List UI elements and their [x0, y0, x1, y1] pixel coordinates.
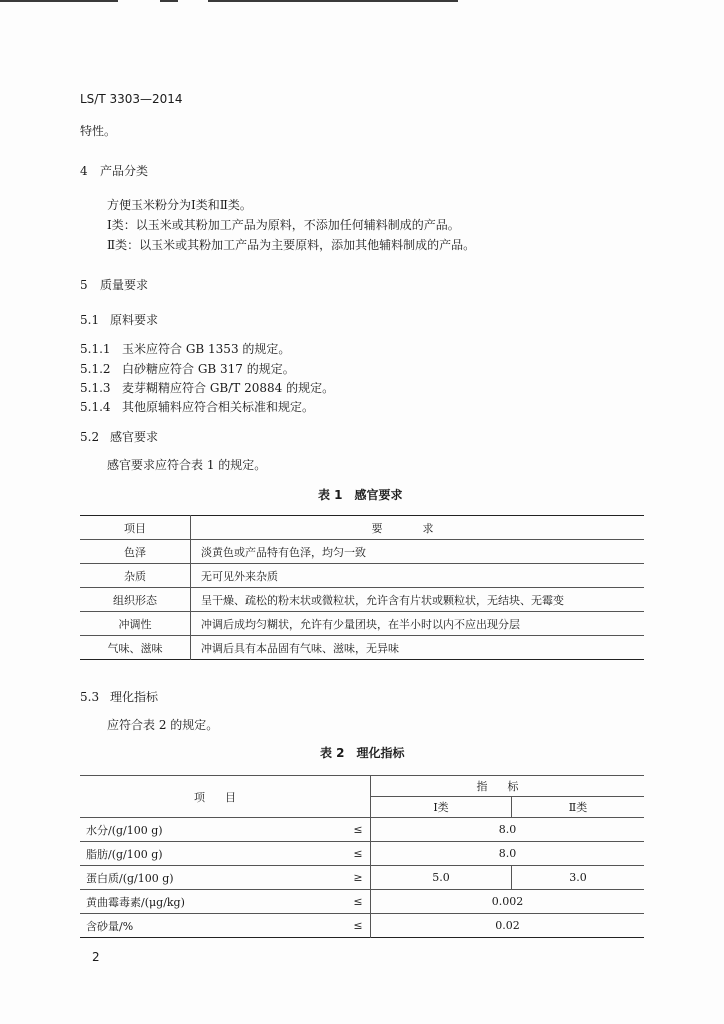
table-header-row: [80, 516, 644, 540]
continued-text: 特性。: [80, 124, 117, 138]
table-cell-item: 黄曲霉毒素/(μg/kg): [80, 890, 346, 914]
table-sensory-requirements: [80, 515, 644, 660]
table-physicochemical-indices: [80, 775, 644, 938]
section-5-2-text: 感官要求应符合表 1 的规定。: [107, 458, 267, 472]
table-2-caption: 表 2 理化指标: [320, 746, 405, 760]
section-4-type1: Ⅰ类：以玉米或其粉加工产品为原料，不添加任何辅料制成的产品。: [107, 218, 460, 232]
section-5-title: 质量要求: [100, 278, 149, 292]
table-cell-item: 组织形态: [80, 588, 191, 612]
section-4-intro: 方便玉米粉分为Ⅰ类和Ⅱ类。: [107, 198, 252, 212]
table-row: [80, 890, 644, 914]
section-5-1-number: 5.1: [80, 313, 100, 327]
table-header-class1: Ⅰ类: [371, 797, 512, 818]
standard-code: LS/T 3303—2014: [80, 92, 183, 106]
clause-text: 麦芽糊精应符合 GB/T 20884 的规定。: [122, 381, 335, 395]
section-5-3-text: 应符合表 2 的规定。: [107, 718, 219, 732]
table-row: [80, 588, 644, 612]
clause-number: 5.1.2: [80, 362, 111, 376]
table-header-index: 指标: [371, 776, 645, 797]
table-cell-item: 脂肪/(g/100 g): [80, 842, 346, 866]
table-cell-item: 气味、滋味: [80, 636, 191, 660]
section-5-2-title: 感官要求: [110, 430, 159, 444]
table-row: [80, 564, 644, 588]
table-header-requirement: 要求: [371, 521, 474, 535]
table-cell-symbol: ≤: [346, 890, 371, 914]
table-cell-requirement: 淡黄色或产品特有色泽，均匀一致: [191, 540, 645, 564]
table-cell-symbol: ≤: [346, 842, 371, 866]
table-cell-value: 8.0: [371, 818, 645, 842]
table-header-item: 项目: [80, 776, 371, 818]
section-5-number: 5: [80, 278, 88, 292]
table-cell-item: 色泽: [80, 540, 191, 564]
section-5-3-number: 5.3: [80, 690, 100, 704]
clause-text: 玉米应符合 GB 1353 的规定。: [122, 342, 291, 356]
top-rule-segment: [208, 0, 458, 2]
table-cell-item: 水分/(g/100 g): [80, 818, 346, 842]
clause-number: 5.1.4: [80, 400, 111, 414]
table-cell-value: 8.0: [371, 842, 645, 866]
table-row: [80, 866, 644, 890]
page-number: 2: [92, 950, 100, 964]
table-header-row: [80, 776, 644, 797]
table-row: [80, 818, 644, 842]
top-rule-segment: [160, 0, 178, 2]
table-cell-requirement: 冲调后具有本品固有气味、滋味，无异味: [191, 636, 645, 660]
table-cell-item: 冲调性: [80, 612, 191, 636]
table-cell-item: 蛋白质/(g/100 g): [80, 866, 346, 890]
table-row: [80, 540, 644, 564]
table-row: [80, 914, 644, 938]
table-cell-item: 含砂量/%: [80, 914, 346, 938]
section-4-type2: Ⅱ类：以玉米或其粉加工产品为主要原料，添加其他辅料制成的产品。: [107, 238, 476, 252]
table-header-item: 项目: [80, 516, 191, 540]
clause-text: 其他原辅料应符合相关标准和规定。: [122, 400, 315, 414]
table-cell-requirement: 呈干燥、疏松的粉末状或微粒状，允许含有片状或颗粒状，无结块、无霉变: [191, 588, 645, 612]
table-cell-value-class1: 5.0: [371, 866, 512, 890]
table-cell-requirement: 无可见外来杂质: [191, 564, 645, 588]
section-5-2-number: 5.2: [80, 430, 100, 444]
clause-number: 5.1.3: [80, 381, 111, 395]
table-1-caption: 表 1 感官要求: [318, 488, 403, 502]
table-row: [80, 636, 644, 660]
table-cell-symbol: ≥: [346, 866, 371, 890]
top-rule-segment: [0, 0, 118, 2]
table-cell-value: 0.02: [371, 914, 645, 938]
table-row: [80, 842, 644, 866]
table-cell-item: 杂质: [80, 564, 191, 588]
table-cell-symbol: ≤: [346, 818, 371, 842]
clause-text: 白砂糖应符合 GB 317 的规定。: [122, 362, 295, 376]
table-cell-symbol: ≤: [346, 914, 371, 938]
section-5-1-title: 原料要求: [110, 313, 159, 327]
table-cell-value-class2: 3.0: [512, 866, 645, 890]
table-cell-value: 0.002: [371, 890, 645, 914]
section-4-title: 产品分类: [100, 164, 149, 178]
section-4-number: 4: [80, 164, 88, 178]
section-5-3-title: 理化指标: [110, 690, 159, 704]
table-cell-requirement: 冲调后成均匀糊状，允许有少量团块，在半小时以内不应出现分层: [191, 612, 645, 636]
clause-number: 5.1.1: [80, 342, 111, 356]
table-header-class2: Ⅱ类: [512, 797, 645, 818]
table-row: [80, 612, 644, 636]
